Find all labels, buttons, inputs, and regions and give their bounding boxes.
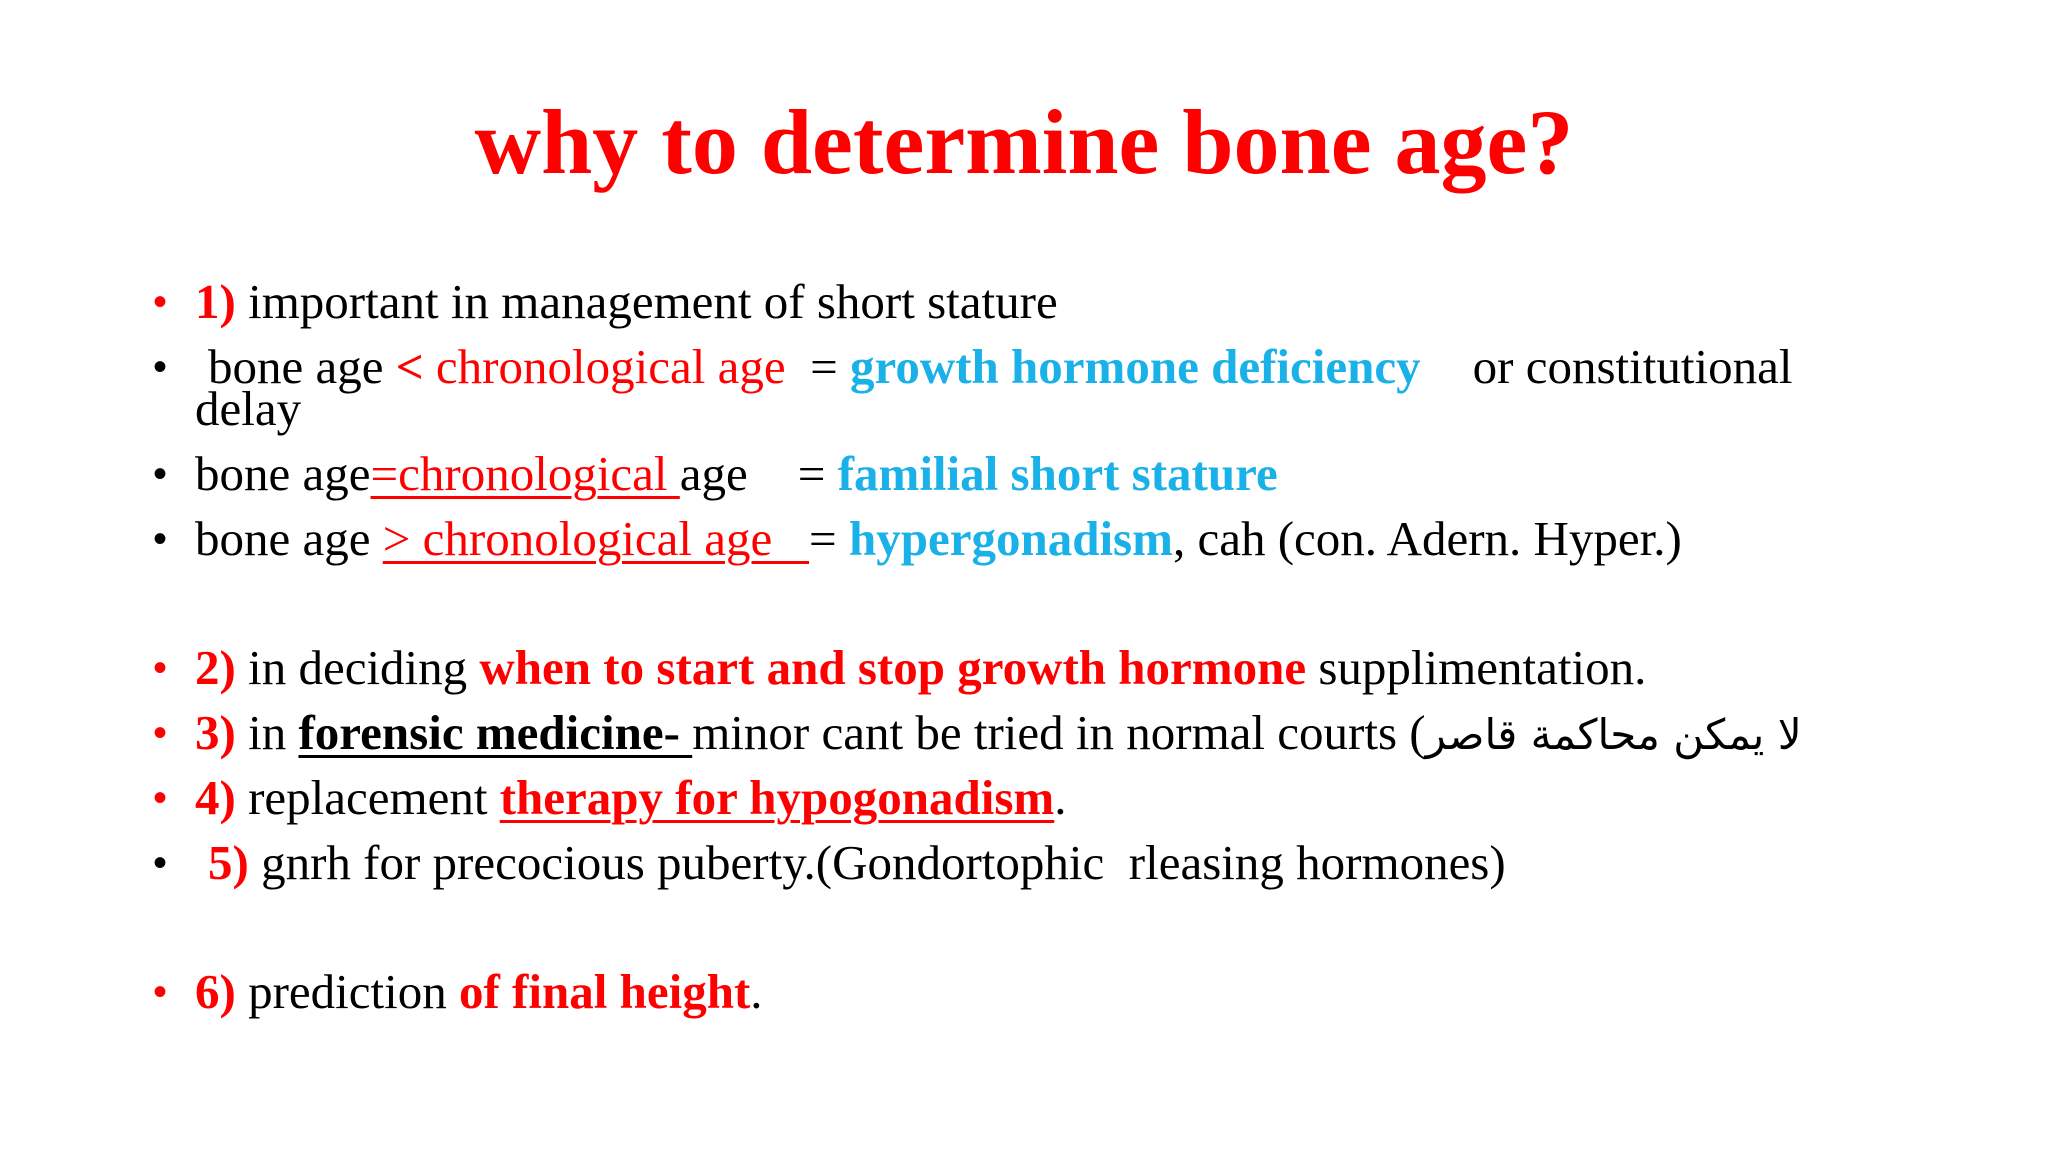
item-text-red: when to start and stop growth hormone bbox=[479, 640, 1307, 695]
item-number: 4) bbox=[195, 770, 236, 825]
item-text: prediction bbox=[235, 964, 459, 1019]
list-item-5 bbox=[0, 835, 2048, 891]
equals-sign: = bbox=[797, 446, 838, 501]
list-item-4 bbox=[0, 770, 2048, 826]
bullet-icon: • bbox=[153, 776, 168, 820]
item-text-red: of final height bbox=[458, 964, 751, 1019]
list-item-text bbox=[195, 705, 1802, 763]
item-text: . bbox=[750, 964, 763, 1019]
item-text: bone age bbox=[195, 446, 371, 501]
slide-title: why to determine bone age? bbox=[474, 91, 1574, 193]
list-item-text bbox=[195, 446, 1278, 502]
item-number: 1) bbox=[195, 274, 236, 329]
list-item-bone-age-greater bbox=[0, 511, 2048, 567]
item-number: 3) bbox=[195, 705, 236, 760]
list-item-2 bbox=[0, 640, 2048, 696]
item-text-red-underlined: =chronological bbox=[370, 446, 680, 501]
item-text: bone age bbox=[208, 339, 396, 394]
bullet-icon: • bbox=[153, 517, 168, 561]
item-text: in deciding bbox=[235, 640, 480, 695]
item-text: , cah (con. Adern. Hyper.) bbox=[1172, 511, 1682, 566]
item-text-blue: hypergonadism bbox=[848, 511, 1173, 566]
item-text: or constitutional bbox=[1472, 339, 1793, 394]
item-text: in bbox=[235, 705, 299, 760]
item-text-blue: familial short stature bbox=[837, 446, 1278, 501]
item-text: replacement bbox=[235, 770, 500, 825]
item-text: bone age bbox=[195, 511, 383, 566]
list-item-text bbox=[208, 835, 1506, 891]
item-text-arabic: لا يمكن محاكمة قاصر bbox=[1425, 710, 1802, 759]
bullet-icon: • bbox=[153, 711, 168, 755]
item-text-underlined: forensic medicine- bbox=[298, 705, 693, 760]
list-item-continuation bbox=[0, 381, 2048, 437]
item-text: age bbox=[679, 446, 748, 501]
list-item-text bbox=[195, 770, 1067, 826]
bullet-icon: • bbox=[153, 841, 168, 885]
item-text: gnrh for precocious puberty.(Gondortophic rleasing hormones) bbox=[248, 835, 1506, 890]
list-item-text bbox=[195, 274, 1058, 330]
less-than-sign: < bbox=[395, 339, 424, 394]
list-item-3 bbox=[0, 705, 2048, 761]
item-text: minor cant be tried in normal courts ( bbox=[692, 705, 1426, 760]
list-item-bone-age-equal bbox=[0, 446, 2048, 502]
item-text-red-underlined: > chronological age bbox=[382, 511, 810, 566]
list-item-6 bbox=[0, 964, 2048, 1020]
bullet-icon: • bbox=[153, 280, 168, 324]
list-item-text bbox=[195, 640, 1646, 696]
bullet-icon: • bbox=[153, 345, 168, 389]
bullet-icon: • bbox=[153, 970, 168, 1014]
item-text: . bbox=[1054, 770, 1067, 825]
list-item-text bbox=[195, 964, 763, 1020]
list-item-text bbox=[195, 511, 1682, 567]
equals-sign: = bbox=[809, 511, 849, 566]
item-text-red-underlined: therapy for hypogonadism bbox=[499, 770, 1055, 825]
item-number: 6) bbox=[195, 964, 236, 1019]
bullet-icon: • bbox=[153, 452, 168, 496]
item-number: 2) bbox=[195, 640, 236, 695]
item-number: 5) bbox=[208, 835, 249, 890]
equals-sign: = bbox=[785, 339, 850, 394]
item-text: delay bbox=[195, 381, 302, 436]
item-text: supplimentation. bbox=[1306, 640, 1647, 695]
item-text-blue: growth hormone deficiency bbox=[849, 339, 1421, 394]
bullet-icon: • bbox=[153, 646, 168, 690]
item-text-red: chronological age bbox=[423, 339, 786, 394]
item-text: important in management of short stature bbox=[235, 274, 1058, 329]
list-item-1 bbox=[0, 274, 2048, 330]
